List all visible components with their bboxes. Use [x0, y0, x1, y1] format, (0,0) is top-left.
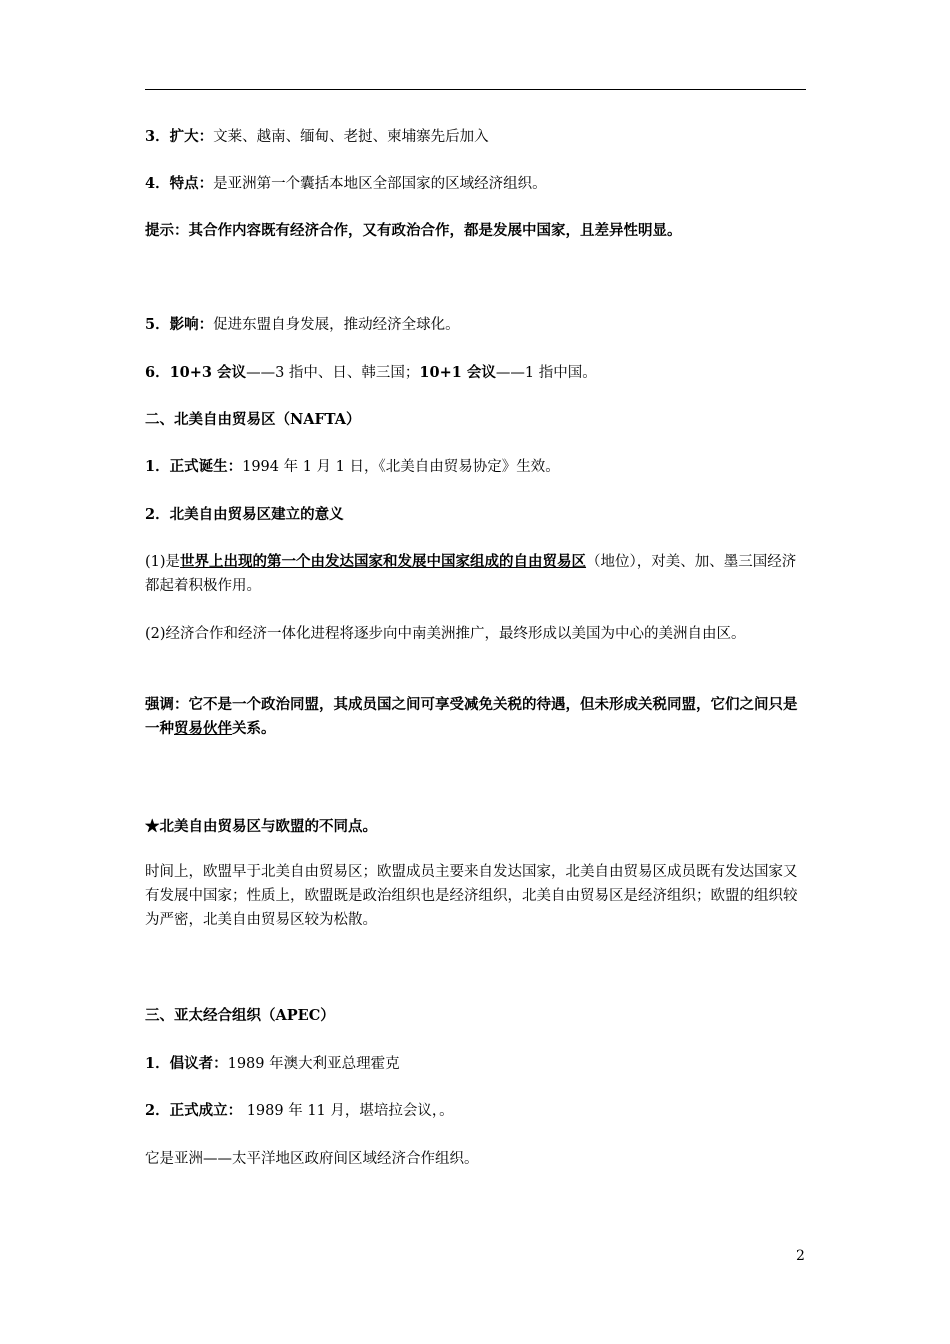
- item-text: 1989 年澳大利亚总理霍克: [227, 1056, 400, 1072]
- item-number: 4．: [145, 175, 170, 192]
- item-number: 1．: [145, 458, 170, 475]
- item-text: 1989 年 11 月，堪培拉会议，。: [242, 1103, 454, 1119]
- item-text: （地位），对美、加、墨三国经济都起着积极作用。: [145, 554, 797, 594]
- section-heading-apec: 三、亚太经合组织（APEC）: [145, 1007, 335, 1024]
- item-number: 5．: [145, 316, 170, 333]
- emphasized-status: 世界上出现的第一个由发达国家和发展中国家组成的自由贸易区: [180, 553, 587, 570]
- meeting-10-1: 10+1 会议: [419, 364, 496, 381]
- section-heading-nafta: 二、北美自由贸易区（NAFTA）: [145, 411, 361, 428]
- page-number: 2: [796, 1248, 805, 1264]
- apec-point-2: [145, 1099, 809, 1123]
- point-5-impact: [145, 313, 809, 337]
- item-text: 是亚洲第一个囊括本地区全部国家的区域经济组织。: [213, 176, 547, 192]
- item-label: 特点：: [169, 175, 214, 192]
- emphasis-tail: 关系。: [232, 720, 276, 737]
- apec-point-1: [145, 1052, 809, 1076]
- item-number: 3．: [145, 128, 170, 145]
- item-number: 1．: [145, 1055, 170, 1072]
- point-4-features: [145, 172, 809, 196]
- point-3-expansion: [145, 125, 809, 149]
- nafta-significance-2: (2)经济合作和经济一体化进程将逐步向中南美洲推广，最终形成以美国为中心的美洲自由区。: [145, 626, 746, 642]
- item-label: 扩大：: [169, 128, 214, 145]
- nafta-point-2-heading: 2．北美自由贸易区建立的意义: [145, 506, 344, 523]
- trade-partner-term: 贸易伙伴: [174, 720, 232, 737]
- nafta-point-1: [145, 455, 809, 479]
- meeting-10-3-desc: ——3 指中、日、韩三国；: [246, 365, 420, 381]
- item-text: 促进东盟自身发展，推动经济全球化。: [213, 317, 460, 333]
- item-text: 1994 年 1 月 1 日，《北美自由贸易协定》生效。: [242, 459, 560, 475]
- item-number: 6．: [145, 364, 170, 381]
- emphasis-note: [145, 693, 809, 741]
- emphasis-text: 强调：它不是一个政治同盟，其成员国之间可享受减免关税的待遇，但未形成关税同盟，它们之间只是一种: [145, 696, 798, 737]
- hint-note: 提示：其合作内容既有经济合作，又有政治合作，都是发展中国家，且差异性明显。: [145, 222, 682, 239]
- meeting-10-3: 10+3 会议: [169, 364, 247, 381]
- item-label: 正式诞生：: [169, 458, 243, 475]
- comparison-paragraph: 时间上，欧盟早于北美自由贸易区；欧盟成员主要来自发达国家，北美自由贸易区成员既有发达国家又有发展中国家；性质上，欧盟既是政治组织也是经济组织，北美自由贸易区是经济组织；欧盟的组织较为严密，北美自由贸易区较为松散。: [145, 864, 798, 928]
- comparison-heading: ★北美自由贸易区与欧盟的不同点。: [145, 818, 377, 835]
- item-label: 正式成立：: [169, 1102, 243, 1119]
- point-6-meetings: [145, 361, 809, 385]
- header-rule: [145, 89, 806, 90]
- item-text: 文莱、越南、缅甸、老挝、柬埔寨先后加入: [213, 129, 489, 145]
- nafta-significance-1: [145, 550, 809, 598]
- item-label: 倡议者：: [169, 1055, 228, 1072]
- apec-description: 它是亚洲——太平洋地区政府间区域经济合作组织。: [145, 1151, 479, 1167]
- meeting-10-1-desc: ——1 指中国。: [495, 365, 597, 381]
- item-prefix: (1)是: [145, 554, 181, 570]
- item-number: 2．: [145, 1102, 170, 1119]
- item-label: 影响：: [169, 316, 214, 333]
